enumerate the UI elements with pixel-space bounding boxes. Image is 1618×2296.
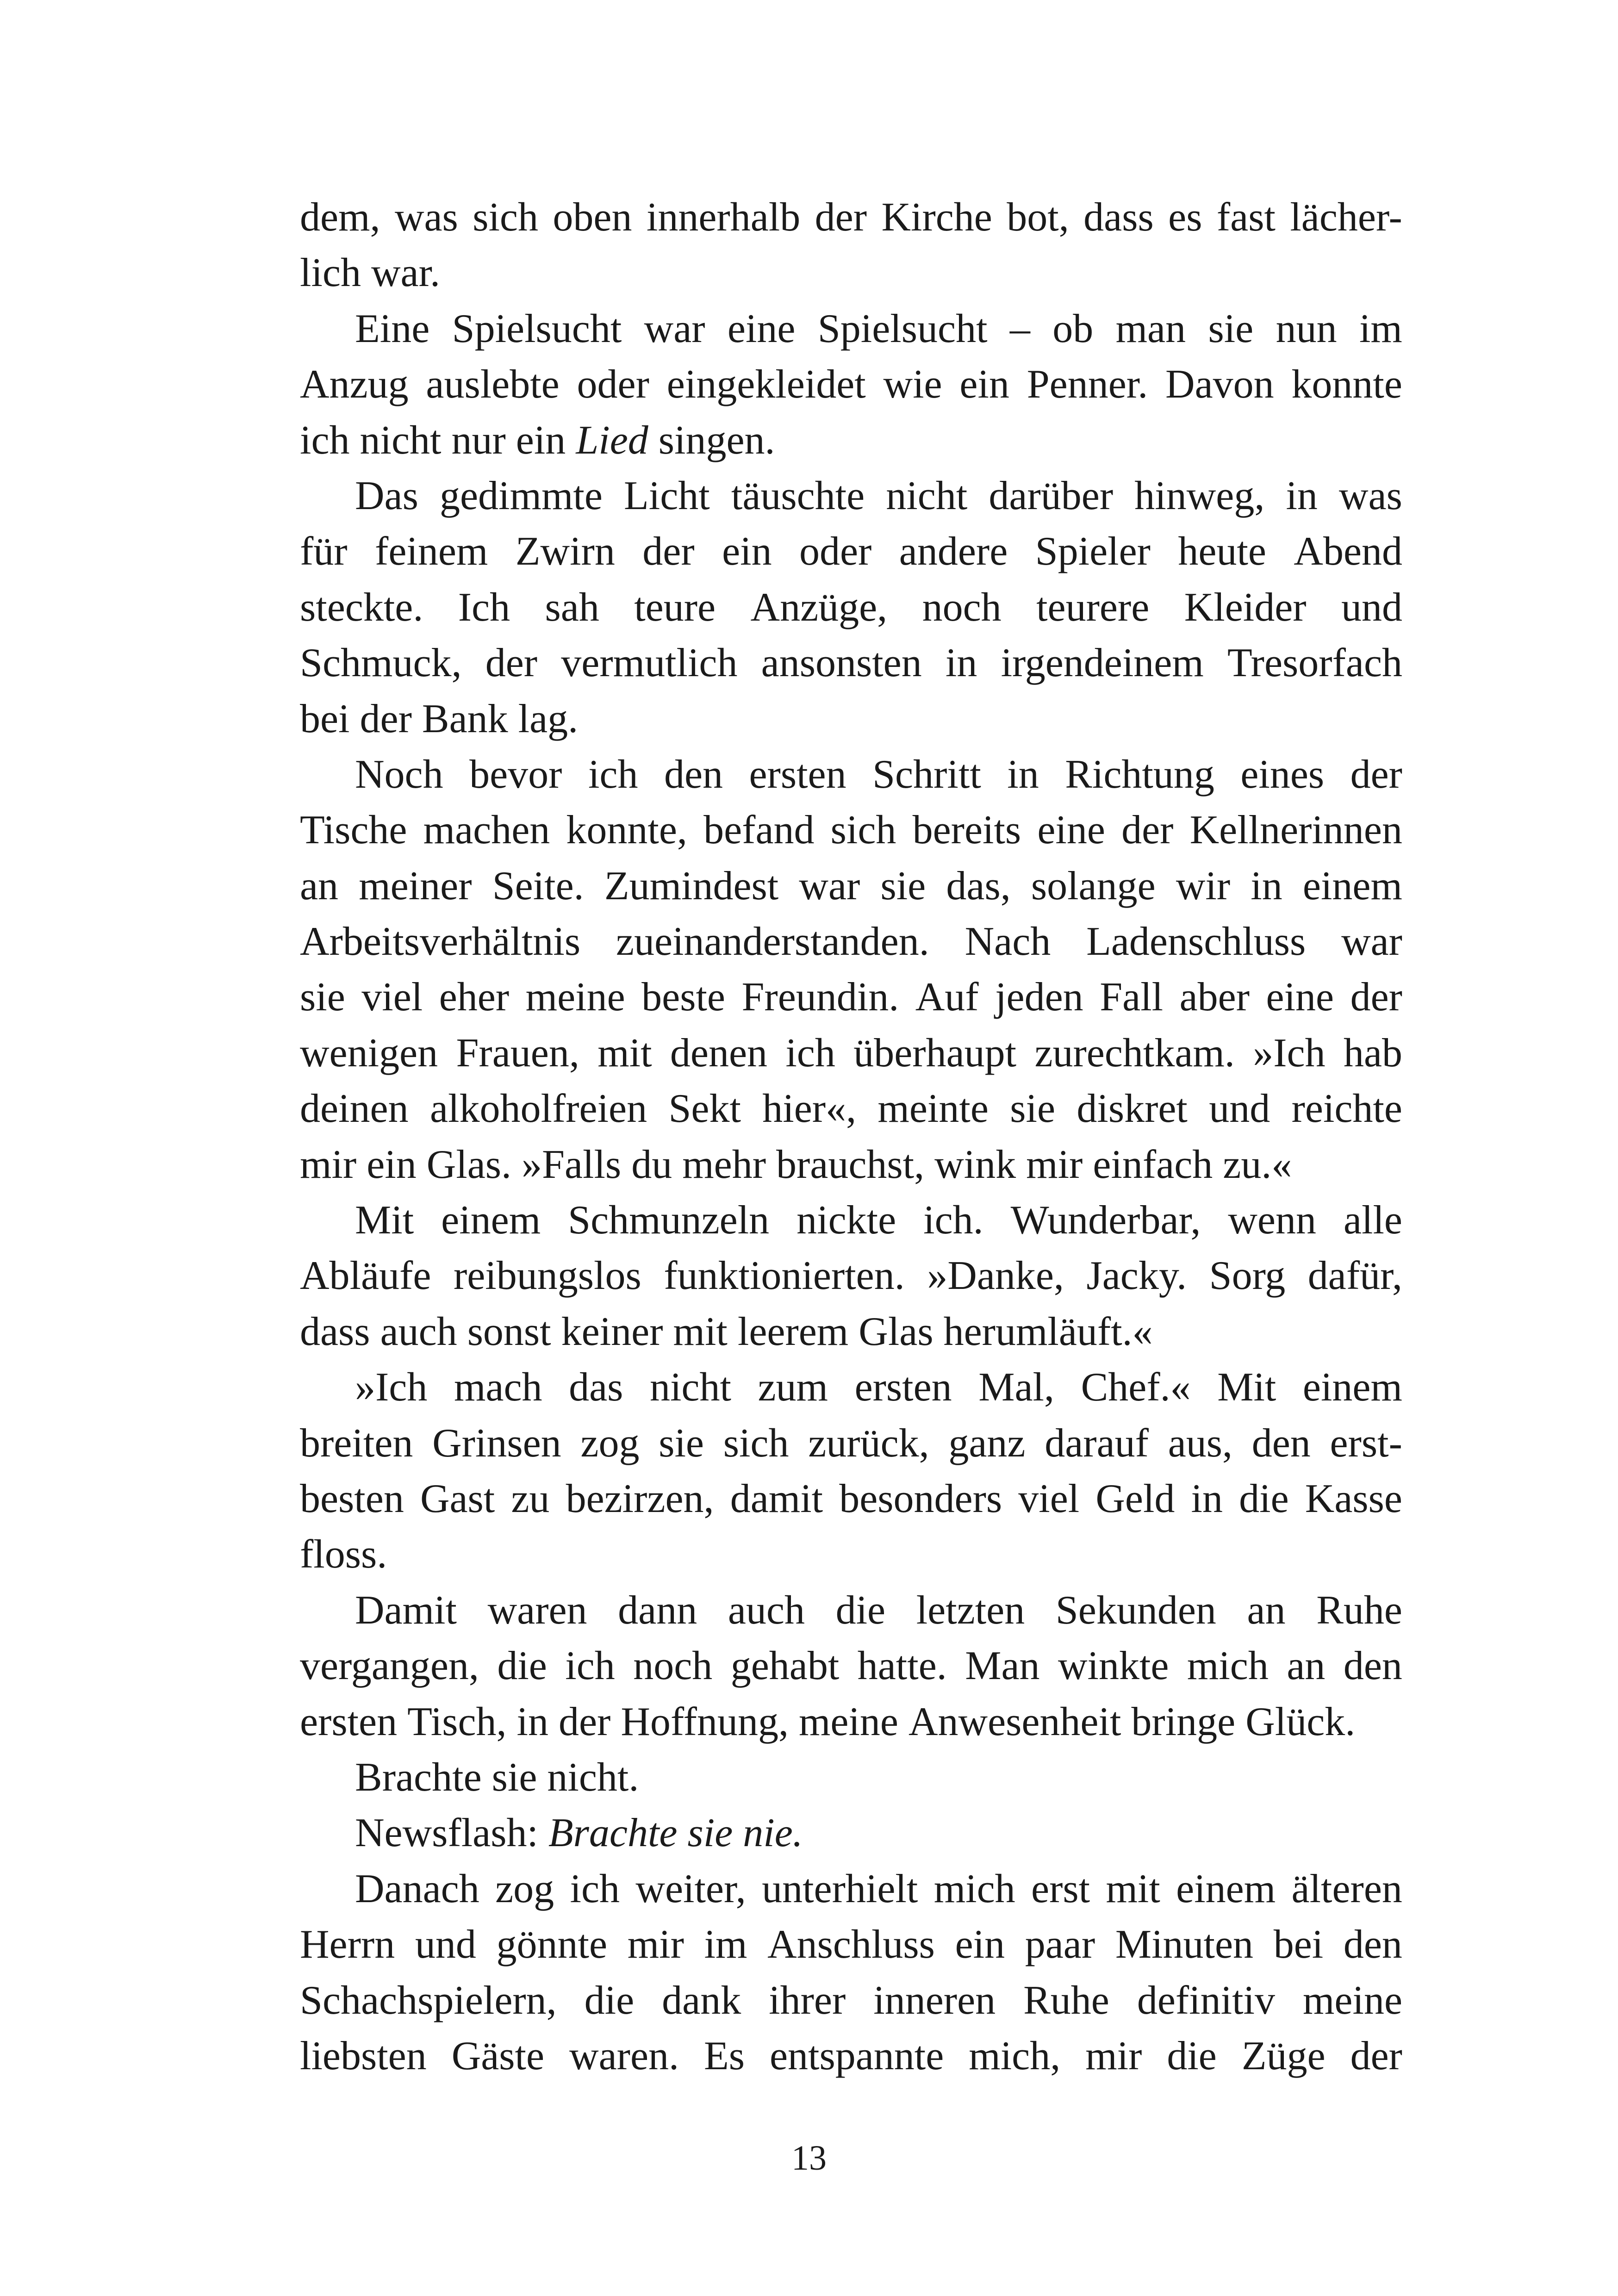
text-line: breiten Grinsen zog sie sich zurück, ganz darauf aus, den erst- — [300, 1420, 1402, 1466]
text-line: Arbeitsverhältnis zueinanderstanden. Nach Ladenschluss war — [300, 919, 1402, 964]
text-line: mir ein Glas. »Falls du mehr brauchst, wink mir einfach zu.« — [300, 1142, 1292, 1187]
text-line: liebsten Gäste waren. Es entspannte mich, mir die Züge der — [300, 2033, 1402, 2078]
text-line: lich war. — [300, 250, 441, 296]
text-line: vergangen, die ich noch gehabt hatte. Man winkte mich an den — [300, 1643, 1402, 1689]
body-text — [300, 190, 1402, 2084]
text-line: Danach zog ich weiter, unterhielt mich erst mit einem älteren — [355, 1866, 1402, 1911]
text-line: Herrn und gönnte mir im Anschluss ein paar Minuten bei den — [300, 1922, 1402, 1967]
text-line: bei der Bank lag. — [300, 696, 579, 741]
text-line: dem, was sich oben innerhalb der Kirche bot, dass es fast lächer- — [300, 195, 1402, 240]
text-line: wenigen Frauen, mit denen ich überhaupt zurechtkam. »Ich hab — [300, 1030, 1402, 1076]
text-line: Mit einem Schmunzeln nickte ich. Wunderbar, wenn alle — [355, 1198, 1402, 1243]
text-line: »Ich mach das nicht zum ersten Mal, Chef.« Mit einem — [355, 1365, 1402, 1410]
text-line: Brachte sie nicht. — [355, 1755, 639, 1800]
text-line: ersten Tisch, in der Hoffnung, meine Anwesenheit bringe Glück. — [300, 1699, 1356, 1744]
text-line: steckte. Ich sah teure Anzüge, noch teurere Kleider und — [300, 585, 1402, 630]
text-line: Eine Spielsucht war eine Spielsucht – ob man sie nun im — [355, 306, 1402, 351]
text-line: sie viel eher meine beste Freundin. Auf jeden Fall aber eine der — [300, 975, 1402, 1020]
text-line: Newsflash: Brachte sie nie. — [355, 1811, 803, 1856]
text-line: floss. — [300, 1532, 387, 1577]
text-line: Das gedimmte Licht täuschte nicht darüber hinweg, in was — [355, 473, 1402, 518]
text-line: Noch bevor ich den ersten Schritt in Richtung eines der — [355, 752, 1402, 797]
text-line: dass auch sonst keiner mit leerem Glas herumläuft.« — [300, 1309, 1153, 1354]
text-line: Damit waren dann auch die letzten Sekunden an Ruhe — [355, 1587, 1402, 1633]
text-line: deinen alkoholfreien Sekt hier«, meinte sie diskret und reichte — [300, 1086, 1402, 1132]
text-line: Schachspielern, die dank ihrer inneren Ruhe definitiv meine — [300, 1978, 1402, 2023]
text-line: Anzug auslebte oder eingekleidet wie ein Penner. Davon konnte — [300, 362, 1402, 407]
text-line: Tische machen konnte, befand sich bereits eine der Kellnerinnen — [300, 808, 1402, 853]
text-line: besten Gast zu bezirzen, damit besonders viel Geld in die Kasse — [300, 1476, 1402, 1521]
text-line: Abläufe reibungslos funktionierten. »Danke, Jacky. Sorg dafür, — [300, 1253, 1402, 1299]
text-line: für feinem Zwirn der ein oder andere Spieler heute Abend — [300, 529, 1402, 574]
text-line: ich nicht nur ein Lied singen. — [300, 417, 775, 463]
page-number: 13 — [791, 2139, 827, 2178]
text-line: an meiner Seite. Zumindest war sie das, solange wir in einem — [300, 863, 1402, 908]
text-line: Schmuck, der vermutlich ansonsten in irgendeinem Tresorfach — [300, 641, 1402, 686]
